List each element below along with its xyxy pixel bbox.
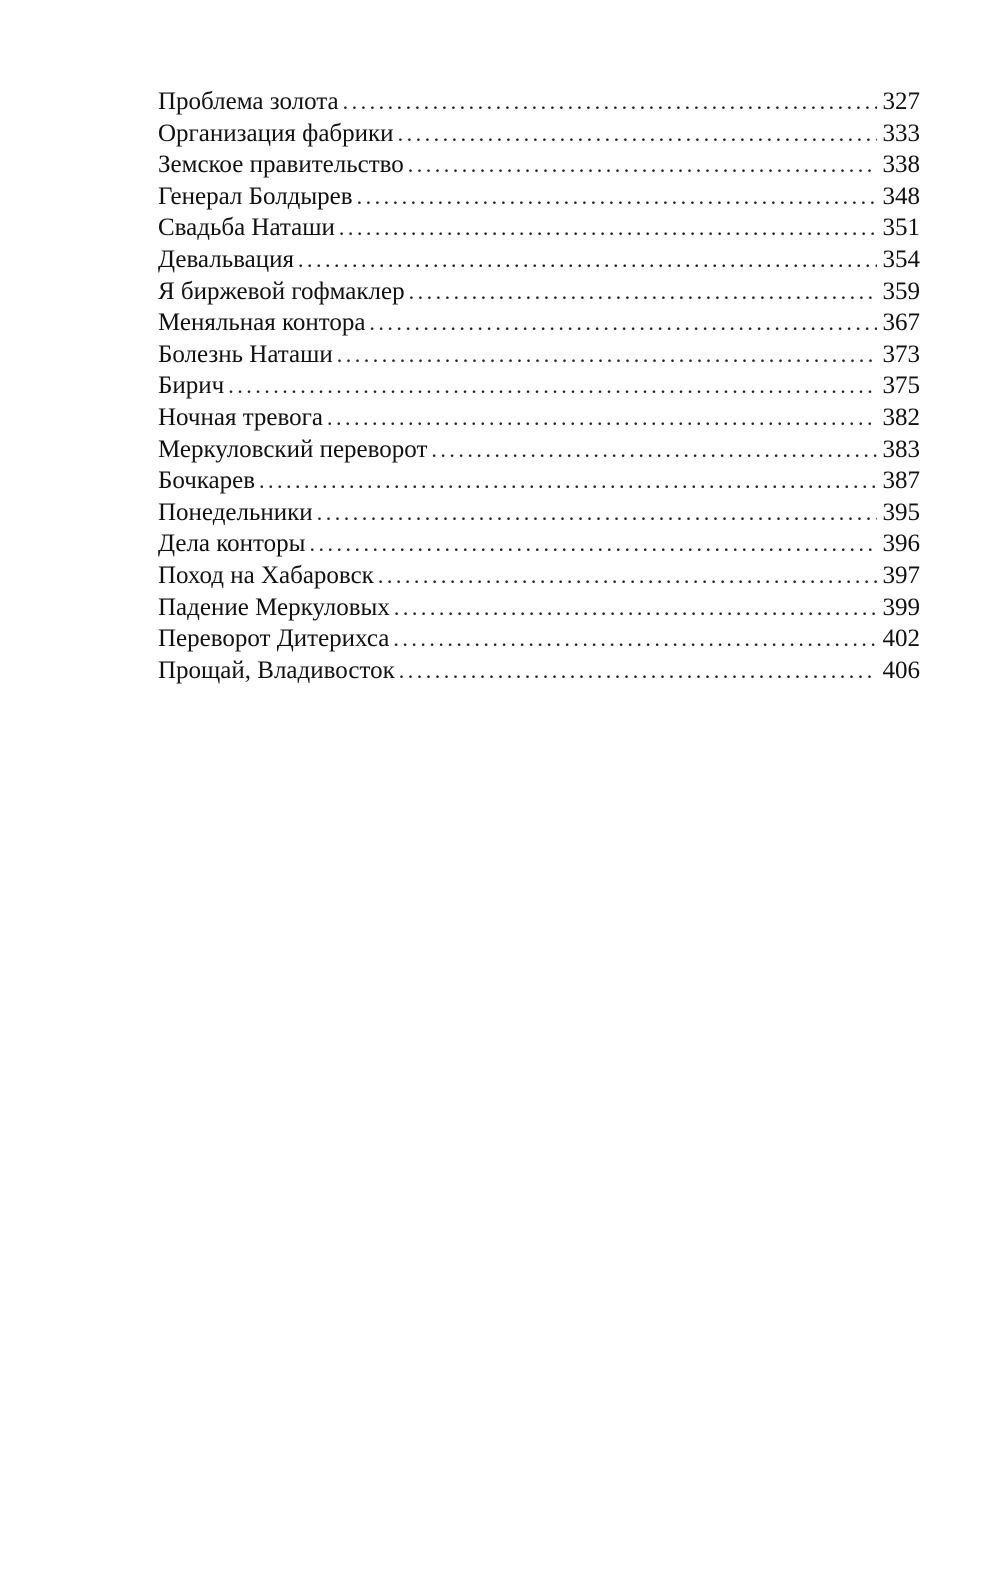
toc-entry-title: Земское правительство (158, 151, 404, 179)
toc-dot-leader (298, 244, 877, 276)
toc-entry-page: 327 (882, 88, 920, 115)
toc-entry-title: Ночная тревога (158, 403, 324, 431)
toc-dot-leader (378, 560, 877, 592)
toc-entry (158, 244, 920, 276)
toc-entry-title: Меняльная контора (158, 309, 366, 337)
toc-entry-page: 382 (882, 403, 920, 431)
toc-dot-leader (309, 528, 876, 560)
toc-entry (158, 434, 920, 466)
toc-dot-leader (327, 402, 876, 434)
toc-entry (158, 307, 920, 339)
toc-entry-title: Понедельники (158, 498, 313, 526)
toc-dot-leader (409, 276, 877, 308)
toc-entry-title: Переворот Дитерихса (158, 625, 390, 653)
toc-entry (158, 402, 920, 434)
table-of-contents (158, 86, 920, 686)
toc-entry (158, 560, 920, 592)
toc-entry-page: 387 (882, 467, 920, 495)
toc-entry-title: Болезнь Наташи (158, 340, 333, 368)
toc-entry-title: Проблема золота (158, 88, 339, 115)
toc-entry (158, 118, 920, 150)
toc-entry-page: 395 (882, 498, 920, 526)
toc-entry-page: 375 (882, 372, 920, 400)
toc-entry-title: Свадьба Наташи (158, 214, 335, 242)
toc-entry-page: 333 (882, 119, 920, 147)
toc-entry-page: 367 (882, 309, 920, 337)
toc-entry-page: 348 (882, 182, 920, 210)
toc-entry (158, 655, 920, 687)
toc-entry (158, 623, 920, 655)
toc-entry-title: Девальвация (158, 245, 294, 273)
toc-dot-leader (357, 181, 877, 213)
toc-dot-leader (228, 370, 876, 402)
toc-entry (158, 465, 920, 497)
toc-entry (158, 181, 920, 213)
toc-entry-page: 351 (882, 214, 920, 242)
toc-entry-title: Я биржевой гофмаклер (158, 277, 405, 305)
toc-entry-title: Бирич (158, 372, 225, 400)
toc-entry-page: 406 (882, 656, 920, 684)
toc-dot-leader (398, 118, 877, 150)
toc-entry (158, 86, 920, 118)
toc-dot-leader (337, 339, 877, 371)
toc-entry (158, 339, 920, 371)
toc-entry (158, 149, 920, 181)
toc-entry-page: 383 (882, 435, 920, 463)
toc-entry-page: 397 (882, 561, 920, 589)
toc-entry-title: Прощай, Владивосток (158, 656, 395, 684)
toc-dot-leader (408, 149, 877, 181)
toc-entry (158, 528, 920, 560)
toc-entry-page: 402 (882, 625, 920, 653)
toc-entry-title: Поход на Хабаровск (158, 561, 374, 589)
toc-dot-leader (393, 623, 876, 655)
toc-dot-leader (317, 497, 877, 529)
toc-entry (158, 592, 920, 624)
toc-entry-page: 373 (882, 340, 920, 368)
toc-entry-page: 399 (882, 593, 920, 621)
toc-dot-leader (369, 307, 876, 339)
toc-dot-leader (343, 86, 877, 118)
toc-entry-title: Бочкарев (158, 467, 256, 495)
toc-entry-title: Организация фабрики (158, 119, 394, 147)
toc-entry (158, 276, 920, 308)
toc-dot-leader (339, 212, 877, 244)
toc-entry (158, 370, 920, 402)
toc-entry (158, 212, 920, 244)
toc-entry (158, 497, 920, 529)
toc-dot-leader (394, 592, 877, 624)
toc-entry-page: 338 (882, 151, 920, 179)
toc-dot-leader (431, 434, 876, 466)
toc-entry-page: 396 (882, 530, 920, 558)
toc-entry-title: Дела конторы (158, 530, 306, 558)
toc-entry-page: 354 (882, 245, 920, 273)
toc-entry-page: 359 (882, 277, 920, 305)
toc-entry-title: Меркуловский переворот (158, 435, 428, 463)
toc-dot-leader (399, 655, 877, 687)
toc-entry-title: Падение Меркуловых (158, 593, 390, 621)
toc-entry-title: Генерал Болдырев (158, 182, 353, 210)
toc-dot-leader (259, 465, 876, 497)
